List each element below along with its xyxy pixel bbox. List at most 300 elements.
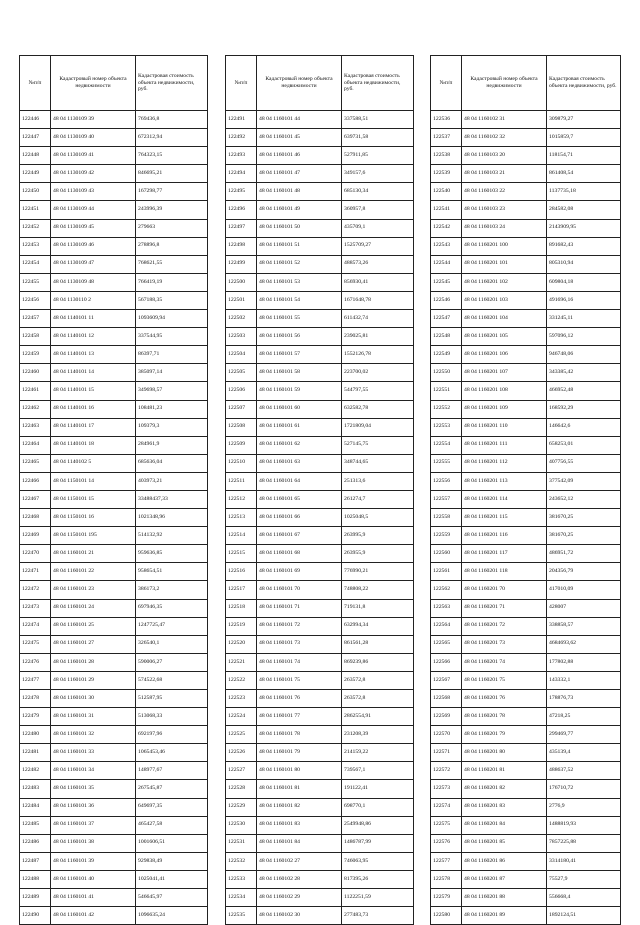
row-number-cell: 122476 [20, 653, 51, 671]
row-number-cell: 122472 [20, 581, 51, 599]
cadastral-number-cell: 48 04 1160101 44 [257, 111, 342, 129]
cadastral-value-cell: 435139,4 [547, 744, 621, 762]
cadastral-number-cell: 48 04 1160201 104 [462, 310, 547, 328]
row-number-cell: 122471 [20, 563, 51, 581]
cadastral-value-cell: 466952,48 [547, 382, 621, 400]
cadastral-value-cell: 47218,25 [547, 708, 621, 726]
row-number-cell: 122466 [20, 472, 51, 490]
row-number-cell: 122571 [431, 744, 462, 762]
cadastral-value-cell: 590006,27 [136, 653, 208, 671]
cadastral-value-cell: 546645,97 [136, 889, 208, 907]
cadastral-value-cell: 1021348,96 [136, 509, 208, 527]
row-number-cell: 122533 [226, 870, 257, 888]
cadastral-number-cell: 48 04 1160101 31 [51, 708, 136, 726]
table-row [226, 726, 414, 744]
table-row [226, 617, 414, 635]
cadastral-value-cell: 263995,9 [342, 527, 414, 545]
cadastral-number-cell: 48 04 1160101 50 [257, 219, 342, 237]
cadastral-number-cell: 48 04 1160101 34 [51, 762, 136, 780]
row-number-cell: 122543 [431, 237, 462, 255]
cadastral-number-cell: 48 04 1130109 48 [51, 273, 136, 291]
table-row [226, 545, 414, 563]
row-number-cell: 122531 [226, 834, 257, 852]
cadastral-number-cell: 48 04 1140101 16 [51, 400, 136, 418]
table-row [431, 472, 621, 490]
cadastral-number-cell: 48 04 1160201 88 [462, 889, 547, 907]
table-row [431, 509, 621, 527]
table-row [226, 472, 414, 490]
cadastral-number-cell: 48 04 1160101 54 [257, 291, 342, 309]
cadastral-number-cell: 48 04 1160201 72 [462, 617, 547, 635]
cadastral-value-cell: 1488819,93 [547, 816, 621, 834]
cadastral-number-cell: 48 04 1160101 35 [51, 780, 136, 798]
cadastral-value-cell: 2143909,95 [547, 219, 621, 237]
cadastral-number-cell: 48 04 1160103 20 [462, 147, 547, 165]
cadastral-value-cell: 417010,09 [547, 581, 621, 599]
cadastral-value-cell: 377542,09 [547, 472, 621, 490]
table-row [226, 563, 414, 581]
table-row [431, 581, 621, 599]
row-number-cell: 122448 [20, 147, 51, 165]
table-header-row [20, 56, 208, 111]
cadastral-number-cell: 48 04 1160201 100 [462, 237, 547, 255]
header-cadastral-value: Кадастровая стоимость объекта недвижимости, руб. [547, 56, 621, 111]
cadastral-number-cell: 48 04 1160101 66 [257, 509, 342, 527]
cadastral-number-cell: 48 04 1160101 32 [51, 726, 136, 744]
cadastral-number-cell: 48 04 1150101 14 [51, 472, 136, 490]
header-num: №п/п [431, 56, 462, 111]
row-number-cell: 122545 [431, 273, 462, 291]
row-number-cell: 122529 [226, 798, 257, 816]
table-row [226, 599, 414, 617]
cadastral-number-cell: 48 04 1160201 108 [462, 382, 547, 400]
cadastral-value-cell: 856930,41 [342, 273, 414, 291]
cadastral-value-cell: 1093609,94 [136, 310, 208, 328]
cadastral-number-cell: 48 04 1160101 57 [257, 346, 342, 364]
table-row [20, 111, 208, 129]
cadastral-value-cell: 514132,92 [136, 527, 208, 545]
cadastral-number-cell: 48 04 1160102 31 [462, 111, 547, 129]
row-number-cell: 122557 [431, 490, 462, 508]
table-row [20, 454, 208, 472]
table-row [431, 129, 621, 147]
cadastral-value-cell: 739567,1 [342, 762, 414, 780]
cadastral-value-cell: 639731,58 [342, 129, 414, 147]
row-number-cell: 122555 [431, 454, 462, 472]
row-number-cell: 122512 [226, 490, 257, 508]
cadastral-number-cell: 48 04 1140101 17 [51, 418, 136, 436]
cadastral-value-cell: 143332,1 [547, 671, 621, 689]
row-number-cell: 122456 [20, 291, 51, 309]
row-number-cell: 122559 [431, 527, 462, 545]
cadastral-number-cell: 48 04 1130109 46 [51, 237, 136, 255]
cadastral-number-cell: 48 04 1160201 86 [462, 852, 547, 870]
cadastral-number-cell: 48 04 1160101 51 [257, 237, 342, 255]
cadastral-value-cell: 574522,68 [136, 671, 208, 689]
cadastral-number-cell: 48 04 1160201 73 [462, 635, 547, 653]
cadastral-number-cell: 48 04 1160101 52 [257, 255, 342, 273]
cadastral-number-cell: 48 04 1160201 117 [462, 545, 547, 563]
table-row [226, 889, 414, 907]
cadastral-number-cell: 48 04 1130109 47 [51, 255, 136, 273]
table-row [20, 291, 208, 309]
table-row [431, 364, 621, 382]
table-row [20, 581, 208, 599]
table-row [20, 472, 208, 490]
cadastral-number-cell: 48 04 1130109 45 [51, 219, 136, 237]
row-number-cell: 122521 [226, 653, 257, 671]
table-row [20, 708, 208, 726]
table-row [20, 726, 208, 744]
table-row [431, 889, 621, 907]
table-row [226, 798, 414, 816]
cadastral-value-cell: 168592,29 [547, 400, 621, 418]
cadastral-value-cell: 672312,94 [136, 129, 208, 147]
row-number-cell: 122568 [431, 690, 462, 708]
table-row [226, 291, 414, 309]
row-number-cell: 122480 [20, 726, 51, 744]
row-number-cell: 122535 [226, 907, 257, 925]
row-number-cell: 122483 [20, 780, 51, 798]
cadastral-number-cell: 48 04 1160102 29 [257, 889, 342, 907]
cadastral-value-cell: 118154,71 [547, 147, 621, 165]
cadastral-number-cell: 48 04 1160101 24 [51, 599, 136, 617]
row-number-cell: 122462 [20, 400, 51, 418]
row-number-cell: 122454 [20, 255, 51, 273]
row-number-cell: 122515 [226, 545, 257, 563]
cadastral-number-cell: 48 04 1130109 44 [51, 201, 136, 219]
row-number-cell: 122485 [20, 816, 51, 834]
row-number-cell: 122569 [431, 708, 462, 726]
cadastral-number-cell: 48 04 1160201 81 [462, 762, 547, 780]
cadastral-value-cell: 486951,72 [547, 545, 621, 563]
cadastral-value-cell: 488637,52 [547, 762, 621, 780]
cadastral-number-cell: 48 04 1160101 33 [51, 744, 136, 762]
cadastral-value-cell: 869239,86 [342, 653, 414, 671]
cadastral-value-cell: 958654,51 [136, 563, 208, 581]
cadastral-value-cell: 385097,14 [136, 364, 208, 382]
cadastral-number-cell: 48 04 1130109 43 [51, 183, 136, 201]
table-row [226, 364, 414, 382]
table-row [20, 219, 208, 237]
cadastral-value-cell: 167298,77 [136, 183, 208, 201]
header-cadastral-number: Кадастровый номер объекта недвижимости [51, 56, 136, 111]
cadastral-value-cell: 1892124,51 [547, 907, 621, 925]
cadastral-number-cell: 48 04 1160201 79 [462, 726, 547, 744]
row-number-cell: 122464 [20, 436, 51, 454]
row-number-cell: 122514 [226, 527, 257, 545]
table-row [226, 346, 414, 364]
row-number-cell: 122542 [431, 219, 462, 237]
cadastral-value-cell: 1552126,78 [342, 346, 414, 364]
cadastral-number-cell: 48 04 1160101 21 [51, 545, 136, 563]
table-row [431, 147, 621, 165]
table-row [226, 653, 414, 671]
table-row [431, 653, 621, 671]
row-number-cell: 122534 [226, 889, 257, 907]
cadastral-number-cell: 48 04 1160101 71 [257, 599, 342, 617]
cadastral-value-cell: 488573,26 [342, 255, 414, 273]
table-row [226, 183, 414, 201]
row-number-cell: 122502 [226, 310, 257, 328]
table-row [20, 816, 208, 834]
row-number-cell: 122579 [431, 889, 462, 907]
table-row [226, 328, 414, 346]
table-row [431, 816, 621, 834]
cadastral-number-cell: 48 04 1160201 107 [462, 364, 547, 382]
table-row [20, 237, 208, 255]
cadastral-number-cell: 48 04 1160201 109 [462, 400, 547, 418]
cadastral-value-cell: 403973,21 [136, 472, 208, 490]
cadastral-value-cell: 567188,35 [136, 291, 208, 309]
cadastral-value-cell: 214159,22 [342, 744, 414, 762]
table-row [20, 653, 208, 671]
row-number-cell: 122467 [20, 490, 51, 508]
cadastral-value-cell: 698770,1 [342, 798, 414, 816]
row-number-cell: 122517 [226, 581, 257, 599]
cadastral-number-cell: 48 04 1160201 110 [462, 418, 547, 436]
table-row [226, 111, 414, 129]
cadastral-table-3 [430, 55, 621, 925]
row-number-cell: 122498 [226, 237, 257, 255]
table-row [20, 545, 208, 563]
row-number-cell: 122492 [226, 129, 257, 147]
cadastral-value-cell: 632994,34 [342, 617, 414, 635]
table-row [226, 382, 414, 400]
cadastral-value-cell: 513068,33 [136, 708, 208, 726]
cadastral-value-cell: 1137735,18 [547, 183, 621, 201]
row-number-cell: 122455 [20, 273, 51, 291]
table-row [20, 870, 208, 888]
cadastral-value-cell: 685636,04 [136, 454, 208, 472]
table-row [431, 310, 621, 328]
row-number-cell: 122554 [431, 436, 462, 454]
cadastral-number-cell: 48 04 1160201 114 [462, 490, 547, 508]
header-num: №п/п [20, 56, 51, 111]
table-row [226, 834, 414, 852]
table-row [20, 183, 208, 201]
cadastral-number-cell: 48 04 1160101 80 [257, 762, 342, 780]
cadastral-number-cell: 48 04 1160101 81 [257, 780, 342, 798]
row-number-cell: 122505 [226, 364, 257, 382]
cadastral-number-cell: 48 04 1160101 64 [257, 472, 342, 490]
table-row [431, 291, 621, 309]
table-row [226, 671, 414, 689]
cadastral-number-cell: 48 04 1160103 24 [462, 219, 547, 237]
cadastral-number-cell: 48 04 1160101 59 [257, 382, 342, 400]
row-number-cell: 122563 [431, 599, 462, 617]
row-number-cell: 122560 [431, 545, 462, 563]
cadastral-number-cell: 48 04 1160101 42 [51, 907, 136, 925]
row-number-cell: 122553 [431, 418, 462, 436]
row-number-cell: 122481 [20, 744, 51, 762]
row-number-cell: 122506 [226, 382, 257, 400]
cadastral-value-cell: 326540,1 [136, 635, 208, 653]
cadastral-number-cell: 48 04 1160101 62 [257, 436, 342, 454]
cadastral-value-cell: 348744,65 [342, 454, 414, 472]
cadastral-number-cell: 48 04 1140101 18 [51, 436, 136, 454]
cadastral-value-cell: 805310,94 [547, 255, 621, 273]
cadastral-number-cell: 48 04 1160101 22 [51, 563, 136, 581]
cadastral-value-cell: 776990,21 [342, 563, 414, 581]
row-number-cell: 122450 [20, 183, 51, 201]
cadastral-number-cell: 48 04 1160101 45 [257, 129, 342, 147]
row-number-cell: 122478 [20, 690, 51, 708]
cadastral-number-cell: 48 04 1130110 2 [51, 291, 136, 309]
row-number-cell: 122468 [20, 509, 51, 527]
table-row [20, 490, 208, 508]
cadastral-number-cell: 48 04 1160101 58 [257, 364, 342, 382]
row-number-cell: 122524 [226, 708, 257, 726]
table-row [20, 617, 208, 635]
cadastral-value-cell: 2862554,91 [342, 708, 414, 726]
table-row [431, 165, 621, 183]
table-row [431, 834, 621, 852]
cadastral-number-cell: 48 04 1160201 84 [462, 816, 547, 834]
cadastral-value-cell: 284582,08 [547, 201, 621, 219]
cadastral-number-cell: 48 04 1160101 76 [257, 690, 342, 708]
row-number-cell: 122457 [20, 310, 51, 328]
cadastral-number-cell: 48 04 1160101 56 [257, 328, 342, 346]
row-number-cell: 122488 [20, 870, 51, 888]
row-number-cell: 122473 [20, 599, 51, 617]
cadastral-number-cell: 48 04 1160103 23 [462, 201, 547, 219]
row-number-cell: 122572 [431, 762, 462, 780]
row-number-cell: 122561 [431, 563, 462, 581]
table-row [20, 201, 208, 219]
table-row [431, 436, 621, 454]
row-number-cell: 122578 [431, 870, 462, 888]
cadastral-value-cell: 349157,6 [342, 165, 414, 183]
row-number-cell: 122528 [226, 780, 257, 798]
cadastral-value-cell: 929838,49 [136, 852, 208, 870]
table-row [20, 671, 208, 689]
table-row [431, 219, 621, 237]
cadastral-number-cell: 48 04 1160201 82 [462, 780, 547, 798]
row-number-cell: 122527 [226, 762, 257, 780]
row-number-cell: 122522 [226, 671, 257, 689]
row-number-cell: 122530 [226, 816, 257, 834]
table-row [226, 201, 414, 219]
cadastral-number-cell: 48 04 1160101 49 [257, 201, 342, 219]
table-row [431, 708, 621, 726]
table-row [226, 129, 414, 147]
cadastral-number-cell: 48 04 1160101 60 [257, 400, 342, 418]
cadastral-number-cell: 48 04 1160101 74 [257, 653, 342, 671]
row-number-cell: 122513 [226, 509, 257, 527]
table-row [20, 382, 208, 400]
table-row [20, 346, 208, 364]
cadastral-number-cell: 48 04 1140101 15 [51, 382, 136, 400]
table-row [20, 834, 208, 852]
row-number-cell: 122558 [431, 509, 462, 527]
cadastral-value-cell: 261274,7 [342, 490, 414, 508]
cadastral-value-cell: 764323,15 [136, 147, 208, 165]
table-row [226, 165, 414, 183]
cadastral-value-cell: 86397,71 [136, 346, 208, 364]
cadastral-value-cell: 386173,2 [136, 581, 208, 599]
table-row [226, 907, 414, 925]
cadastral-number-cell: 48 04 1130109 40 [51, 129, 136, 147]
cadastral-value-cell: 609804,18 [547, 273, 621, 291]
row-number-cell: 122564 [431, 617, 462, 635]
cadastral-number-cell: 48 04 1160201 103 [462, 291, 547, 309]
cadastral-number-cell: 48 04 1160201 115 [462, 509, 547, 527]
row-number-cell: 122449 [20, 165, 51, 183]
table-row [431, 545, 621, 563]
cadastral-number-cell: 48 04 1160201 112 [462, 454, 547, 472]
table-row [20, 310, 208, 328]
cadastral-value-cell: 239025,81 [342, 328, 414, 346]
table-row [226, 147, 414, 165]
cadastral-number-cell: 48 04 1160101 36 [51, 798, 136, 816]
cadastral-value-cell: 1122251,59 [342, 889, 414, 907]
cadastral-value-cell: 697946,35 [136, 599, 208, 617]
table-row [226, 509, 414, 527]
table-row [20, 852, 208, 870]
cadastral-value-cell: 1486787,99 [342, 834, 414, 852]
table-row [226, 490, 414, 508]
row-number-cell: 122573 [431, 780, 462, 798]
table-row [431, 328, 621, 346]
cadastral-number-cell: 48 04 1160201 71 [462, 599, 547, 617]
table-row [431, 907, 621, 925]
cadastral-value-cell: 861408,54 [547, 165, 621, 183]
cadastral-number-cell: 48 04 1150101 15 [51, 490, 136, 508]
cadastral-value-cell: 1096635,24 [136, 907, 208, 925]
cadastral-value-cell: 719131,8 [342, 599, 414, 617]
cadastral-value-cell: 1001606,51 [136, 834, 208, 852]
row-number-cell: 122516 [226, 563, 257, 581]
row-number-cell: 122547 [431, 310, 462, 328]
cadastral-number-cell: 48 04 1130109 42 [51, 165, 136, 183]
cadastral-number-cell: 48 04 1140101 13 [51, 346, 136, 364]
cadastral-value-cell: 1025048,5 [342, 509, 414, 527]
row-number-cell: 122495 [226, 183, 257, 201]
cadastral-number-cell: 48 04 1160201 78 [462, 708, 547, 726]
row-number-cell: 122548 [431, 328, 462, 346]
cadastral-value-cell: 846695,21 [136, 165, 208, 183]
cadastral-number-cell: 48 04 1160101 47 [257, 165, 342, 183]
table-header-row [226, 56, 414, 111]
cadastral-number-cell: 48 04 1160201 102 [462, 273, 547, 291]
row-number-cell: 122532 [226, 852, 257, 870]
row-number-cell: 122510 [226, 454, 257, 472]
cadastral-value-cell: 556668,4 [547, 889, 621, 907]
cadastral-value-cell: 177802,88 [547, 653, 621, 671]
table-row [20, 165, 208, 183]
cadastral-value-cell: 277483,73 [342, 907, 414, 925]
table-row [431, 599, 621, 617]
cadastral-value-cell: 1247725,47 [136, 617, 208, 635]
cadastral-value-cell: 251313,6 [342, 472, 414, 490]
cadastral-number-cell: 48 04 1160101 38 [51, 834, 136, 852]
cadastral-number-cell: 48 04 1160101 84 [257, 834, 342, 852]
cadastral-number-cell: 48 04 1160201 83 [462, 798, 547, 816]
table-row [431, 255, 621, 273]
row-number-cell: 122446 [20, 111, 51, 129]
row-number-cell: 122477 [20, 671, 51, 689]
cadastral-number-cell: 48 04 1160102 30 [257, 907, 342, 925]
row-number-cell: 122509 [226, 436, 257, 454]
row-number-cell: 122496 [226, 201, 257, 219]
row-number-cell: 122484 [20, 798, 51, 816]
cadastral-value-cell: 1671648,78 [342, 291, 414, 309]
cadastral-number-cell: 48 04 1140101 14 [51, 364, 136, 382]
cadastral-value-cell: 491696,16 [547, 291, 621, 309]
row-number-cell: 122487 [20, 852, 51, 870]
table-row [226, 816, 414, 834]
